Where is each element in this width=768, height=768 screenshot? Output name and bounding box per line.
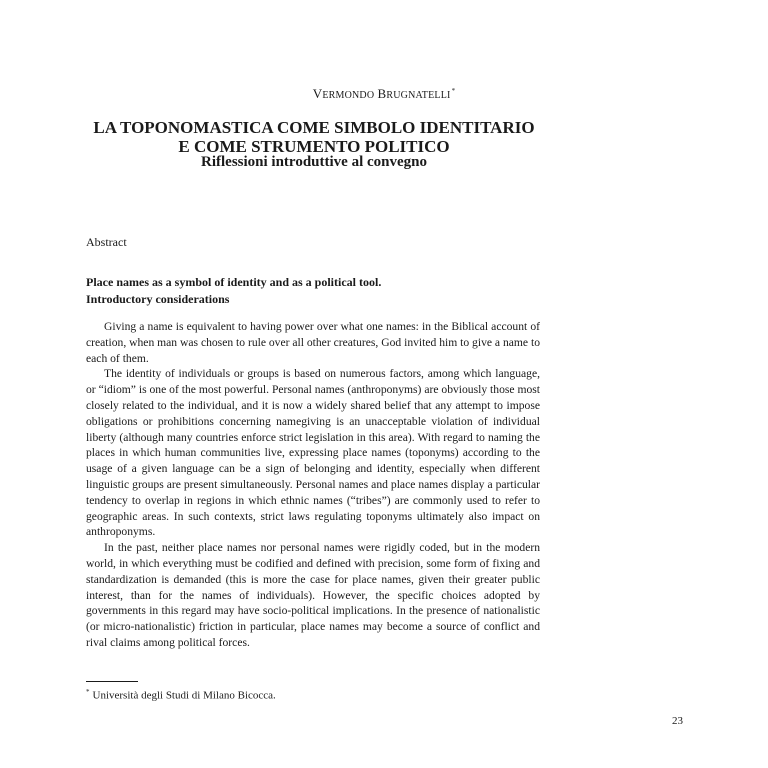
author-footnote-mark: *: [451, 87, 456, 95]
title-line-1: LA TOPONOMASTICA COME SIMBOLO IDENTITARIO: [93, 118, 535, 137]
abstract-heading-line-2: Introductory considerations: [86, 292, 230, 306]
abstract-paragraph-3: In the past, neither place names nor personal names were rigidly coded, but in the modern world, in which everything must be codified and defined with precision, some form of fixing and standardization is demanded (this is more the case for place names, given their greater public interest, than for the names of individuals). However, the specific choices adopted by governments in this regard may have socio-political implications. In the presence of nationalistic (or micro-nationalistic) friction in particular, place names may become a source of conflict and rival claims among political forces.: [86, 541, 540, 649]
paper-title: [0, 118, 628, 156]
footnote: [86, 688, 276, 702]
abstract-heading: [86, 274, 556, 308]
abstract-paragraph-1: Giving a name is equivalent to having power over what one names: in the Biblical account of creation, when man was chosen to rule over all other creatures, God invited him to give a name to each of them.: [86, 320, 540, 365]
page-number: 23: [672, 715, 683, 727]
author-name: VERMONDO BRUGNATELLI*: [312, 86, 456, 101]
abstract-paragraph-2: The identity of individuals or groups is based on numerous factors, among which language, or “idiom” is one of the most powerful. Personal names (anthroponyms) are obviously those most closely related to the individual, and it is now a widely shared belief that any attempt to impose obligations or prohibitions concerning namegiving is an unacceptable violation of individual liberty (although many countries enforce strict legislation in this area). With regard to naming the places in which human communities live, expressing place names (toponyms) according to the usage of a given language can be a sign of belonging and identity, especially when different linguistic groups are present simultaneously. Personal names and place names display a particular tendency to overlap in regions in which ethnic names (“tribes”) are commonly used to refer to geographic areas. In such contexts, strict laws regulating toponyms ultimately also impact on anthroponyms.: [86, 367, 540, 539]
abstract-body: [86, 319, 540, 651]
abstract-label: Abstract: [86, 235, 127, 249]
title-line-2: E COME STRUMENTO POLITICO: [178, 137, 450, 156]
paper-subtitle: Riflessioni introduttive al convegno: [201, 154, 427, 170]
footnote-divider: [86, 681, 138, 682]
footnote-text: Università degli Studi di Milano Bicocca.: [92, 689, 276, 702]
abstract-heading-line-1: Place names as a symbol of identity and as a political tool.: [86, 275, 382, 289]
footnote-mark: *: [86, 688, 90, 696]
